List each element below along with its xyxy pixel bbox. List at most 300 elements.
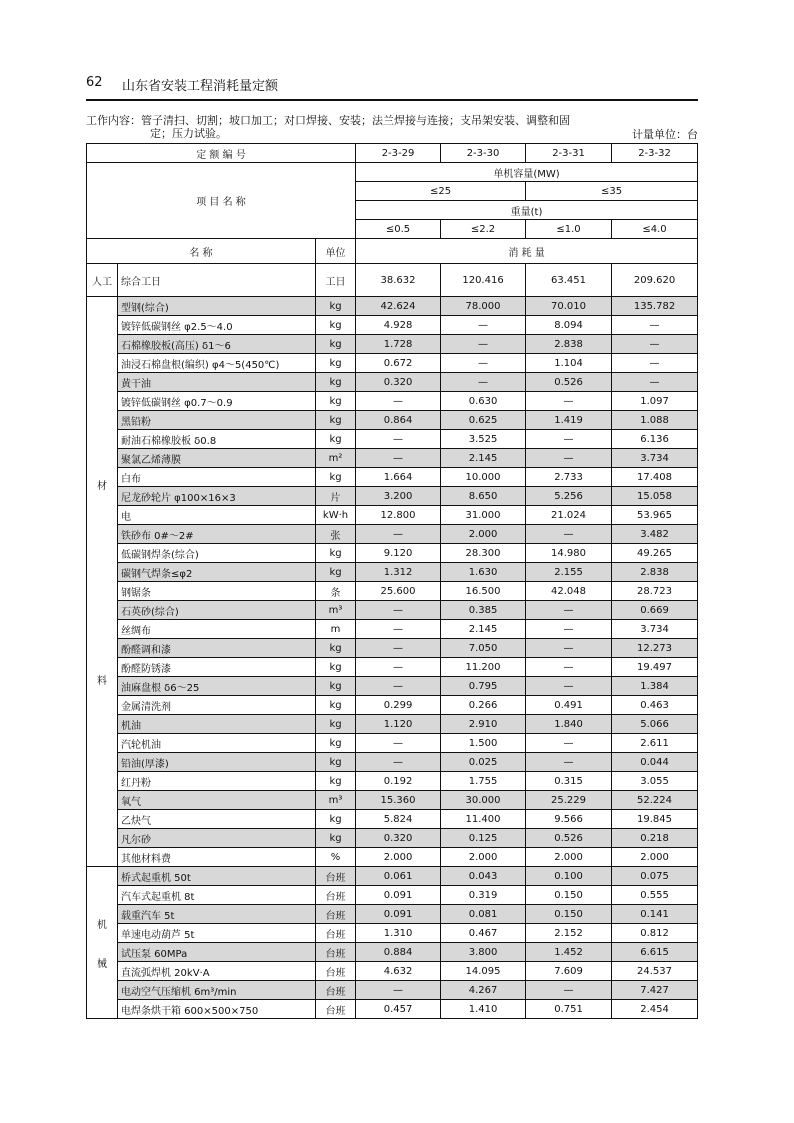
weight-value-1: ≤0.5 [356, 220, 441, 239]
material-row [87, 658, 698, 677]
material-row [87, 297, 698, 316]
item-value: 2.152 [526, 924, 612, 943]
item-value: 53.965 [612, 506, 698, 525]
item-unit: kg [316, 715, 356, 734]
item-value: 10.000 [441, 468, 526, 487]
item-value: 0.025 [441, 753, 526, 772]
item-value: 1.120 [356, 715, 441, 734]
item-value: 15.360 [356, 791, 441, 810]
measurement-unit: 计量单位：台 [632, 128, 698, 141]
item-value: 0.457 [356, 1000, 441, 1019]
item-value: 0.385 [441, 601, 526, 620]
item-value: 2.000 [441, 525, 526, 544]
item-value: 2.838 [612, 563, 698, 582]
item-value: 49.265 [612, 544, 698, 563]
material-row [87, 392, 698, 411]
material-row [87, 582, 698, 601]
item-value: 0.625 [441, 411, 526, 430]
item-value: 14.980 [526, 544, 612, 563]
category-char: 械 [97, 958, 107, 970]
item-unit: m³ [316, 601, 356, 620]
material-row [87, 354, 698, 373]
item-unit: kg [316, 677, 356, 696]
item-name: 酚醛防锈漆 [118, 658, 316, 677]
item-value: 28.300 [441, 544, 526, 563]
item-value: 0.125 [441, 829, 526, 848]
item-value: 0.555 [612, 886, 698, 905]
item-value: 0.672 [356, 354, 441, 373]
weight-value-4: ≤4.0 [612, 220, 698, 239]
item-name: 丝绸布 [118, 620, 316, 639]
item-name: 红丹粉 [118, 772, 316, 791]
material-row [87, 373, 698, 392]
item-value: 0.526 [526, 373, 612, 392]
item-value: 19.497 [612, 658, 698, 677]
code-label: 定 额 编 号 [87, 144, 356, 163]
item-value: 0.100 [526, 867, 612, 886]
code-1: 2-3-29 [356, 144, 441, 163]
item-value: 52.224 [612, 791, 698, 810]
item-value: 3.800 [441, 943, 526, 962]
labor-value-3: 63.451 [526, 264, 612, 297]
item-value: 0.091 [356, 905, 441, 924]
item-value: 0.463 [612, 696, 698, 715]
name-column-header: 名 称 [87, 239, 316, 264]
item-unit: kg [316, 335, 356, 354]
item-value: 31.000 [441, 506, 526, 525]
category-char: 料 [97, 675, 107, 687]
item-value: 15.058 [612, 487, 698, 506]
machinery-row [87, 981, 698, 1000]
item-unit: 条 [316, 582, 356, 601]
item-value: 25.600 [356, 582, 441, 601]
code-4: 2-3-32 [612, 144, 698, 163]
item-value: — [526, 753, 612, 772]
item-value: — [526, 525, 612, 544]
labor-value-1: 38.632 [356, 264, 441, 297]
item-value: 2.000 [612, 848, 698, 867]
item-value: — [612, 373, 698, 392]
material-row [87, 753, 698, 772]
materials-category [87, 297, 118, 867]
item-value: — [526, 392, 612, 411]
item-value: 0.630 [441, 392, 526, 411]
item-value: — [356, 658, 441, 677]
item-value: 2.000 [356, 848, 441, 867]
item-unit: 张 [316, 525, 356, 544]
item-value: — [356, 639, 441, 658]
item-name: 碳钢气焊条≤φ2 [118, 563, 316, 582]
material-row [87, 829, 698, 848]
labor-value-2: 120.416 [441, 264, 526, 297]
item-value: 2.155 [526, 563, 612, 582]
item-value: 0.061 [356, 867, 441, 886]
item-name: 油麻盘根 δ6～25 [118, 677, 316, 696]
item-unit: kg [316, 468, 356, 487]
item-name: 油浸石棉盘根(编织) φ4～5(450℃) [118, 354, 316, 373]
item-value: 1.419 [526, 411, 612, 430]
capacity-value-1: ≤25 [356, 182, 526, 201]
item-value: 0.150 [526, 905, 612, 924]
item-unit: kg [316, 829, 356, 848]
item-value: 0.751 [526, 1000, 612, 1019]
unit-column-header: 单位 [316, 239, 356, 264]
item-value: 17.408 [612, 468, 698, 487]
item-value: 0.320 [356, 829, 441, 848]
item-name: 乙炔气 [118, 810, 316, 829]
item-value: 3.734 [612, 620, 698, 639]
item-name: 白布 [118, 468, 316, 487]
item-value: 6.615 [612, 943, 698, 962]
quota-table [86, 143, 698, 1019]
material-row [87, 430, 698, 449]
item-value: 2.145 [441, 620, 526, 639]
item-value: — [356, 753, 441, 772]
item-value: 42.624 [356, 297, 441, 316]
item-value: 19.845 [612, 810, 698, 829]
item-value: 2.000 [526, 848, 612, 867]
item-value: 11.200 [441, 658, 526, 677]
item-value: — [441, 354, 526, 373]
item-name-label: 项 目 名 称 [87, 163, 356, 239]
item-value: 1.310 [356, 924, 441, 943]
item-value: — [526, 449, 612, 468]
item-value: 0.150 [526, 886, 612, 905]
machinery-row [87, 943, 698, 962]
item-value: — [526, 734, 612, 753]
item-value: 0.299 [356, 696, 441, 715]
item-name: 铅油(厚漆) [118, 753, 316, 772]
item-unit: 片 [316, 487, 356, 506]
item-value: 0.795 [441, 677, 526, 696]
item-value: 4.632 [356, 962, 441, 981]
item-name: 汽轮机油 [118, 734, 316, 753]
item-value: — [526, 430, 612, 449]
item-value: 24.537 [612, 962, 698, 981]
item-unit: kg [316, 810, 356, 829]
item-value: — [356, 620, 441, 639]
item-value: 4.928 [356, 316, 441, 335]
item-name: 其他材料费 [118, 848, 316, 867]
item-name: 镀锌低碳钢丝 φ0.7～0.9 [118, 392, 316, 411]
item-unit: m² [316, 449, 356, 468]
material-row [87, 620, 698, 639]
item-value: 28.723 [612, 582, 698, 601]
item-name: 汽车式起重机 8t [118, 886, 316, 905]
item-unit: kg [316, 696, 356, 715]
item-value: 3.055 [612, 772, 698, 791]
item-unit: kg [316, 354, 356, 373]
item-value: 2.145 [441, 449, 526, 468]
material-row [87, 677, 698, 696]
item-unit: kW·h [316, 506, 356, 525]
item-value: 16.500 [441, 582, 526, 601]
item-unit: kg [316, 658, 356, 677]
item-unit: kg [316, 734, 356, 753]
item-value: 0.669 [612, 601, 698, 620]
item-value: 2.611 [612, 734, 698, 753]
item-name: 聚氯乙烯薄膜 [118, 449, 316, 468]
item-value: 0.141 [612, 905, 698, 924]
item-name: 电 [118, 506, 316, 525]
item-value: 2.910 [441, 715, 526, 734]
item-value: 0.192 [356, 772, 441, 791]
item-value: 9.120 [356, 544, 441, 563]
item-unit: 台班 [316, 962, 356, 981]
item-value: 9.566 [526, 810, 612, 829]
item-name: 黄干油 [118, 373, 316, 392]
item-unit: kg [316, 373, 356, 392]
material-row [87, 772, 698, 791]
item-value: 2.733 [526, 468, 612, 487]
item-unit: kg [316, 392, 356, 411]
item-value: — [612, 316, 698, 335]
item-value: 0.081 [441, 905, 526, 924]
item-value: — [356, 392, 441, 411]
machinery-row [87, 1000, 698, 1019]
work-content-line-1: 工作内容：管子清扫、切割；坡口加工；对口焊接、安装；法兰焊接与连接；支吊架安装、调整和固 [86, 114, 570, 127]
item-value: 12.273 [612, 639, 698, 658]
machinery-category [87, 867, 118, 1019]
item-value: 7.050 [441, 639, 526, 658]
item-value: 7.609 [526, 962, 612, 981]
labor-unit: 工日 [316, 264, 356, 297]
item-name: 石棉橡胶板(高压) δ1～6 [118, 335, 316, 354]
code-2: 2-3-30 [441, 144, 526, 163]
item-value: 4.267 [441, 981, 526, 1000]
item-unit: 台班 [316, 943, 356, 962]
labor-category: 人工 [87, 264, 118, 297]
item-value: 8.650 [441, 487, 526, 506]
machinery-row [87, 905, 698, 924]
item-unit: kg [316, 639, 356, 658]
item-value: — [441, 316, 526, 335]
material-row [87, 468, 698, 487]
item-value: — [526, 658, 612, 677]
item-unit: % [316, 848, 356, 867]
item-name: 直流弧焊机 20kV·A [118, 962, 316, 981]
item-value: 0.043 [441, 867, 526, 886]
item-value: 0.266 [441, 696, 526, 715]
item-value: 7.427 [612, 981, 698, 1000]
item-name: 电焊条烘干箱 600×500×750 [118, 1000, 316, 1019]
book-title: 山东省安装工程消耗量定额 [122, 79, 279, 94]
material-row [87, 411, 698, 430]
item-value: 8.094 [526, 316, 612, 335]
material-row [87, 487, 698, 506]
item-value: 5.256 [526, 487, 612, 506]
item-name: 黑铅粉 [118, 411, 316, 430]
item-name: 桥式起重机 50t [118, 867, 316, 886]
item-unit: m [316, 620, 356, 639]
item-value: 2.000 [441, 848, 526, 867]
item-name: 低碳钢焊条(综合) [118, 544, 316, 563]
item-unit: 台班 [316, 924, 356, 943]
code-3: 2-3-31 [526, 144, 612, 163]
item-value: 21.024 [526, 506, 612, 525]
item-name: 镀锌低碳钢丝 φ2.5～4.0 [118, 316, 316, 335]
item-value: — [612, 354, 698, 373]
weight-label: 重量(t) [356, 201, 698, 220]
item-value: 3.200 [356, 487, 441, 506]
item-value: — [356, 734, 441, 753]
item-unit: kg [316, 563, 356, 582]
item-value: 2.454 [612, 1000, 698, 1019]
material-row [87, 316, 698, 335]
item-value: 1.755 [441, 772, 526, 791]
item-name: 试压泵 60MPa [118, 943, 316, 962]
material-row [87, 810, 698, 829]
item-value: — [356, 981, 441, 1000]
item-value: — [441, 335, 526, 354]
item-value: 42.048 [526, 582, 612, 601]
item-value: 1.728 [356, 335, 441, 354]
item-value: 1.104 [526, 354, 612, 373]
material-row [87, 563, 698, 582]
item-value: — [526, 981, 612, 1000]
item-unit: m³ [316, 791, 356, 810]
item-unit: kg [316, 411, 356, 430]
item-unit: 台班 [316, 905, 356, 924]
item-unit: kg [316, 544, 356, 563]
item-name: 酚醛调和漆 [118, 639, 316, 658]
material-row [87, 544, 698, 563]
consumption-column-header: 消 耗 量 [356, 239, 698, 264]
item-value: 78.000 [441, 297, 526, 316]
item-unit: kg [316, 772, 356, 791]
item-value: — [356, 525, 441, 544]
item-value: 1.630 [441, 563, 526, 582]
item-name: 机油 [118, 715, 316, 734]
item-value: — [526, 601, 612, 620]
item-name: 凡尔砂 [118, 829, 316, 848]
item-unit: kg [316, 430, 356, 449]
item-value: 14.095 [441, 962, 526, 981]
item-unit: 台班 [316, 867, 356, 886]
item-name: 石英砂(综合) [118, 601, 316, 620]
item-value: 70.010 [526, 297, 612, 316]
material-row [87, 525, 698, 544]
labor-value-4: 209.620 [612, 264, 698, 297]
item-name: 铁砂布 0#～2# [118, 525, 316, 544]
item-value: 0.864 [356, 411, 441, 430]
machinery-row [87, 924, 698, 943]
item-value: — [356, 430, 441, 449]
item-value: 0.218 [612, 829, 698, 848]
item-value: — [356, 601, 441, 620]
page-header [86, 73, 698, 103]
machinery-row [87, 962, 698, 981]
work-content-line-2: 定；压力试验。 [150, 127, 227, 140]
material-row [87, 601, 698, 620]
weight-value-2: ≤2.2 [441, 220, 526, 239]
item-value: 0.075 [612, 867, 698, 886]
material-row [87, 335, 698, 354]
item-name: 钢锯条 [118, 582, 316, 601]
item-name: 金属清洗剂 [118, 696, 316, 715]
material-row [87, 506, 698, 525]
category-char: 机 [97, 919, 107, 931]
item-value: 1.500 [441, 734, 526, 753]
item-value: 0.812 [612, 924, 698, 943]
item-value: 5.824 [356, 810, 441, 829]
labor-name: 综合工日 [118, 264, 316, 297]
item-name: 电动空气压缩机 6m³/min [118, 981, 316, 1000]
item-value: 1.097 [612, 392, 698, 411]
item-value: 0.044 [612, 753, 698, 772]
item-value: 1.312 [356, 563, 441, 582]
item-value: 1.840 [526, 715, 612, 734]
item-value: — [441, 373, 526, 392]
item-value: 5.066 [612, 715, 698, 734]
material-row [87, 715, 698, 734]
item-unit: kg [316, 297, 356, 316]
item-value: 3.734 [612, 449, 698, 468]
item-value: 1.410 [441, 1000, 526, 1019]
header-rule [86, 99, 698, 101]
item-value: — [612, 335, 698, 354]
item-value: 3.482 [612, 525, 698, 544]
work-content [86, 114, 698, 140]
material-row [87, 791, 698, 810]
item-value: 0.884 [356, 943, 441, 962]
item-value: 0.319 [441, 886, 526, 905]
item-name: 耐油石棉橡胶板 δ0.8 [118, 430, 316, 449]
capacity-label: 单机容量(MW) [356, 163, 698, 182]
item-value: 0.091 [356, 886, 441, 905]
item-value: 1.664 [356, 468, 441, 487]
category-char: 材 [97, 480, 107, 492]
item-value: 0.467 [441, 924, 526, 943]
item-value: 1.088 [612, 411, 698, 430]
item-value: 1.452 [526, 943, 612, 962]
item-unit: 台班 [316, 1000, 356, 1019]
item-name: 载重汽车 5t [118, 905, 316, 924]
item-unit: kg [316, 753, 356, 772]
item-value: — [356, 677, 441, 696]
item-value: 6.136 [612, 430, 698, 449]
item-value: 0.315 [526, 772, 612, 791]
item-value: 0.320 [356, 373, 441, 392]
material-row [87, 734, 698, 753]
material-row [87, 449, 698, 468]
item-value: 0.526 [526, 829, 612, 848]
item-value: — [526, 677, 612, 696]
capacity-value-2: ≤35 [526, 182, 698, 201]
item-value: 30.000 [441, 791, 526, 810]
item-value: — [526, 639, 612, 658]
item-unit: 台班 [316, 981, 356, 1000]
machinery-row [87, 867, 698, 886]
material-row [87, 639, 698, 658]
item-unit: 台班 [316, 886, 356, 905]
item-value: 3.525 [441, 430, 526, 449]
item-value: 135.782 [612, 297, 698, 316]
item-value: 2.838 [526, 335, 612, 354]
item-value: 0.491 [526, 696, 612, 715]
item-value: 12.800 [356, 506, 441, 525]
material-row [87, 696, 698, 715]
item-value: 25.229 [526, 791, 612, 810]
item-name: 尼龙砂轮片 φ100×16×3 [118, 487, 316, 506]
material-row [87, 848, 698, 867]
item-name: 单速电动葫芦 5t [118, 924, 316, 943]
item-name: 型钢(综合) [118, 297, 316, 316]
item-unit: kg [316, 316, 356, 335]
item-value: 1.384 [612, 677, 698, 696]
item-value: — [356, 449, 441, 468]
page-number: 62 [86, 75, 103, 90]
